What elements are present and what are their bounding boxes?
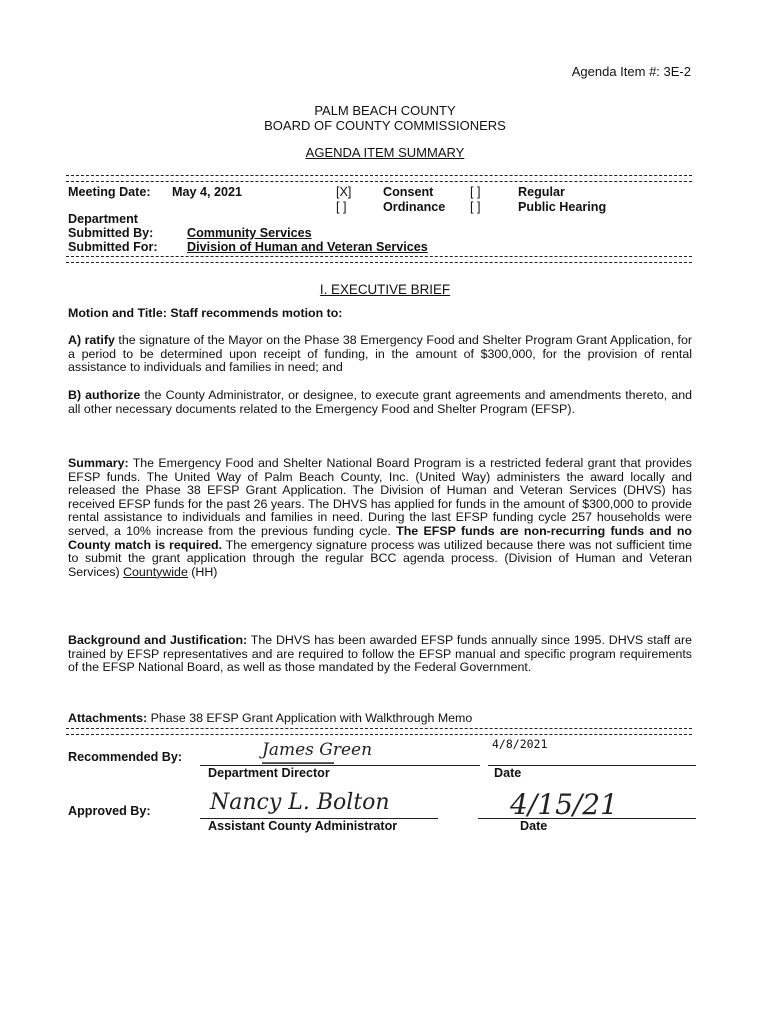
docusign-mark: ▬▬▬▬▬▬▬▬▬▬▬▬ [262, 760, 334, 766]
summary-text-2: The emergency signature process was utilized because there was not sufficient time to submit the grant application through the regular BCC agenda process. (Division of Human and Veteran Services) [68, 537, 692, 579]
attachments-line [68, 712, 692, 726]
item-b-text: the County Administrator, or designee, to execute grant agreements and amendments thereto, and all other necessary documents related to the Emergency Food and Shelter Program (EFSP). [68, 388, 692, 416]
ordinance-label: Ordinance [383, 200, 446, 214]
item-b-lead: B) authorize [68, 388, 141, 402]
summary-label: Summary: [68, 456, 129, 470]
department-label: Department [68, 212, 138, 226]
background-text: The DHVS has been awarded EFSP funds annually since 1995. DHVS staff are trained by EFSP representatives and are required to follow the EFSP manual and specific program requirements of the EFSP National Board, as well as those mandated by the Federal Government. [68, 633, 692, 675]
item-a-text: the signature of the Mayor on the Phase 38 Emergency Food and Shelter Program Grant Application, for a period to be determined upon receipt of funding, in the amount of $300,000, for the provision of rental assistance to individuals and families in need; and [68, 333, 692, 375]
submitted-by-value: Community Services [187, 226, 312, 240]
agenda-item-number: Agenda Item #: 3E-2 [571, 64, 691, 79]
summary-title-text: AGENDA ITEM SUMMARY [305, 145, 465, 160]
regular-label: Regular [518, 185, 565, 199]
recommended-date-label: Date [494, 766, 522, 780]
consent-checkbox[interactable]: [X] [336, 185, 352, 199]
attachments-divider [66, 728, 692, 735]
public-hearing-label: Public Hearing [518, 200, 607, 214]
item-a-lead: A) ratify [68, 333, 115, 347]
summary-district: Countywide [123, 564, 188, 579]
summary-bold-text: The EFSP funds are non-recurring funds and no County match is required. [68, 523, 692, 552]
meeting-date-value: May 4, 2021 [172, 185, 243, 199]
county-name: PALM BEACH COUNTY [314, 103, 456, 118]
recommended-signature: James Green [262, 740, 373, 760]
motion-title: Motion and Title: Staff recommends motion to: [68, 306, 343, 320]
submitted-for-value: Division of Human and Veteran Services [187, 240, 428, 254]
ordinance-checkbox[interactable]: [ ] [336, 200, 347, 214]
consent-label: Consent [383, 185, 434, 199]
approved-date-label: Date [520, 819, 548, 833]
approved-date-value: 4/15/21 [510, 788, 618, 821]
motion-item-b [68, 389, 692, 416]
recommended-date-value: 4/8/2021 [492, 737, 548, 751]
regular-checkbox[interactable]: [ ] [470, 185, 481, 199]
department-divider [66, 256, 692, 263]
motion-item-a [68, 334, 692, 375]
summary-text: The Emergency Food and Shelter National Board Program is a restricted federal grant that provides EFSP funds. The United Way of Palm Beach County, Inc. (United Way) administers the award locally and released the Phase 38 EFSP Grant Application. The Division of Human and Veteran Services (DHVS) has received EFSP funds for the past 26 years. The DHVS has applied for funds in the amount of $300,000 to provide rental assistance to individuals and families in need. During the last EFSP funding cycle 257 households were served, a 10% increase from the previous funding cycle. [68, 456, 692, 538]
department-director-label: Department Director [208, 766, 330, 780]
submitted-for-label: Submitted For: [68, 240, 158, 254]
attachments-text: Phase 38 EFSP Grant Application with Walkthrough Memo [147, 711, 473, 725]
background-label: Background and Justification: [68, 633, 248, 647]
approved-by-label: Approved By: [68, 804, 151, 818]
public-hearing-checkbox[interactable]: [ ] [470, 200, 481, 214]
attachments-label: Attachments: [68, 711, 148, 725]
executive-brief-heading [0, 282, 770, 297]
executive-brief-heading-text: I. EXECUTIVE BRIEF [319, 282, 451, 297]
background-paragraph [68, 634, 692, 675]
assistant-county-administrator-label: Assistant County Administrator [208, 819, 398, 833]
recommended-by-label: Recommended By: [68, 750, 183, 764]
summary-title [0, 145, 770, 160]
submitted-by-label: Submitted By: [68, 226, 154, 240]
top-divider [66, 175, 692, 182]
meeting-date-label: Meeting Date: [68, 185, 151, 199]
board-name: BOARD OF COUNTY COMMISSIONERS [264, 118, 506, 133]
summary-tail: (HH) [187, 564, 218, 579]
approved-signature: Nancy L. Bolton [210, 790, 390, 815]
summary-paragraph [68, 457, 692, 579]
